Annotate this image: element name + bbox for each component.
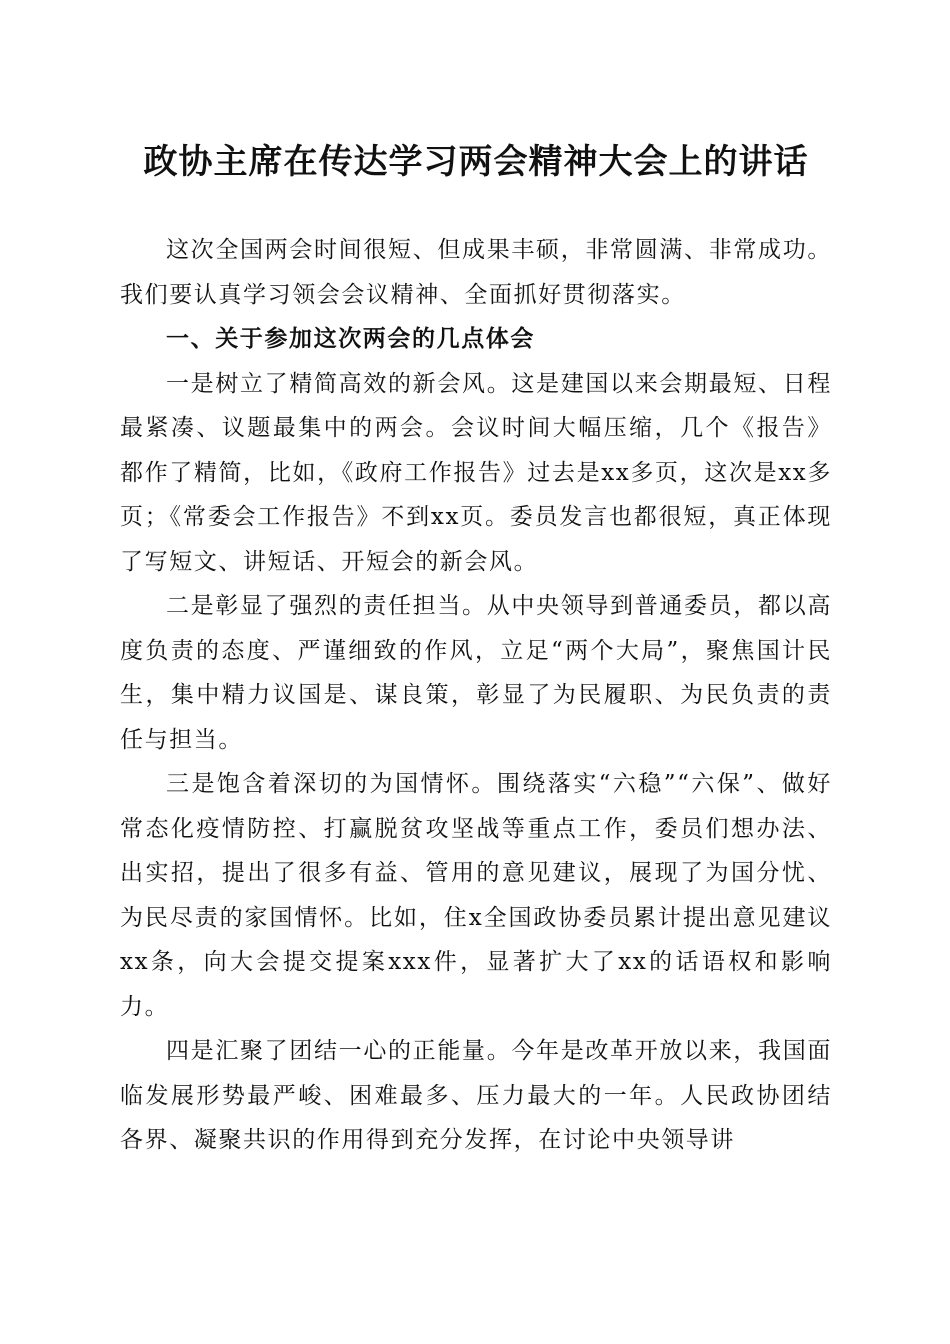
point-text: 今年是改革开放以来，我国面临发展形势最严峻、困难最多、压力最大的一年。人民政协团结各界、凝聚共识的作用得到充分发挥，在讨论中央领导讲 [120,1038,832,1153]
intro-paragraph: 这次全国两会时间很短、但成果丰硕，非常圆满、非常成功。我们要认真学习领会会议精神、全面抓好贯彻落实。 [120,237,832,308]
point-lead: 四是汇聚了团结一心的正能量。 [166,1038,512,1064]
section-heading: 一、关于参加这次两会的几点体会 [166,325,535,352]
point-text: 这是建国以来会期最短、日程最紧凑、议题最集中的两会。会议时间大幅压缩，几个《报告》都作了精简，比如，《政府工作报告》过去是xx多页，这次是xx多页；《常委会工作报告》不到xx页。委员发言也都很短，真正体现了写短文、讲短话、开短会的新会风。 [120,370,832,575]
point-text: 从中央领导到普通委员，都以高度负责的态度、严谨细致的作风，立足“两个大局”，聚焦国计民生，集中精力议国是、谋良策，彰显了为民履职、为民负责的责任与担当。 [120,593,832,753]
document-body [120,228,832,1163]
point-paragraph-3 [120,762,832,1029]
point-paragraph-4 [120,1029,832,1163]
point-paragraph-2 [120,584,832,762]
point-paragraph-1 [120,362,832,585]
point-lead: 三是饱含着深切的为国情怀。 [166,771,497,797]
document-page [120,0,832,1344]
document-title: 政协主席在传达学习两会精神大会上的讲话 [143,142,809,182]
point-text: 围绕落实“六稳”“六保”、做好常态化疫情防控、打赢脱贫攻坚战等重点工作，委员们想办法、出实招，提出了很多有益、管用的意见建议，展现了为国分忧、为民尽责的家国情怀。比如，住x全国政协委员累计提出意见建议xx条，向大会提交提案xxx件，显著扩大了xx的话语权和影响力。 [120,771,832,1020]
point-lead: 二是彰显了强烈的责任担当。 [166,593,487,619]
point-lead: 一是树立了精简高效的新会风。 [166,370,512,397]
